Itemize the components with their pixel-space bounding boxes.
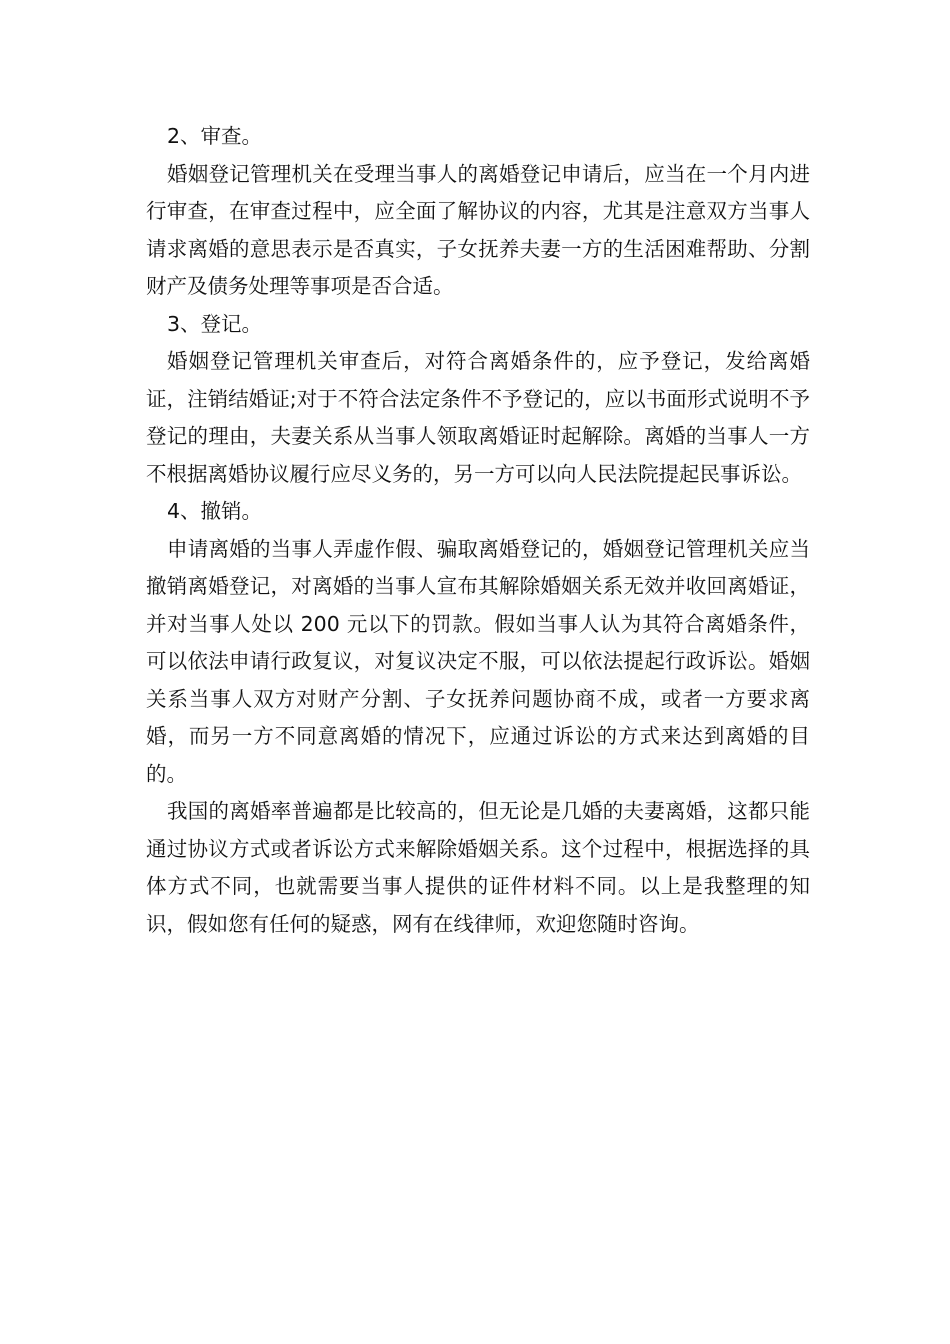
section-paragraph-revocation: 申请离婚的当事人弄虚作假、骗取离婚登记的，婚姻登记管理机关应当撤销离婚登记，对离婚的当事人宣布其解除婚姻关系无效并收回离婚证，并对当事人处以 200 元以下的罚款。假如当事人认为其符合离婚条件，可以依法申请行政复议，对复议决定不服，可以依法提起行政诉讼。婚姻关系当事人双方对财产分割、子女抚养问题协商不成，或者一方要求离婚，而另一方不同意离婚的情况下，应通过诉讼的方式来达到离婚的目的。 <box>146 536 810 786</box>
section-heading-registration: 3、登记。 <box>167 311 263 336</box>
document-body <box>146 118 810 943</box>
section-heading-review: 2、审查。 <box>167 124 263 148</box>
section-heading-revocation: 4、撤销。 <box>167 499 263 523</box>
closing-paragraph: 我国的离婚率普遍都是比较高的，但无论是几婚的夫妻离婚，这都只能通过协议方式或者诉讼方式来解除婚姻关系。这个过程中，根据选择的具体方式不同，也就需要当事人提供的证件材料不同。以上是我整理的知识，假如您有任何的疑惑，网有在线律师，欢迎您随时咨询。 <box>146 799 810 936</box>
section-paragraph-review: 婚姻登记管理机关在受理当事人的离婚登记申请后，应当在一个月内进行审查，在审查过程中，应全面了解协议的内容，尤其是注意双方当事人请求离婚的意思表示是否真实，子女抚养夫妻一方的生活困难帮助、分割财产及债务处理等事项是否合适。 <box>146 161 810 298</box>
section-paragraph-registration: 婚姻登记管理机关审查后，对符合离婚条件的，应予登记，发给离婚证，注销结婚证;对于不符合法定条件不予登记的，应以书面形式说明不予登记的理由，夫妻关系从当事人领取离婚证时起解除。离婚的当事人一方不根据离婚协议履行应尽义务的，另一方可以向人民法院提起民事诉讼。 <box>146 349 810 486</box>
